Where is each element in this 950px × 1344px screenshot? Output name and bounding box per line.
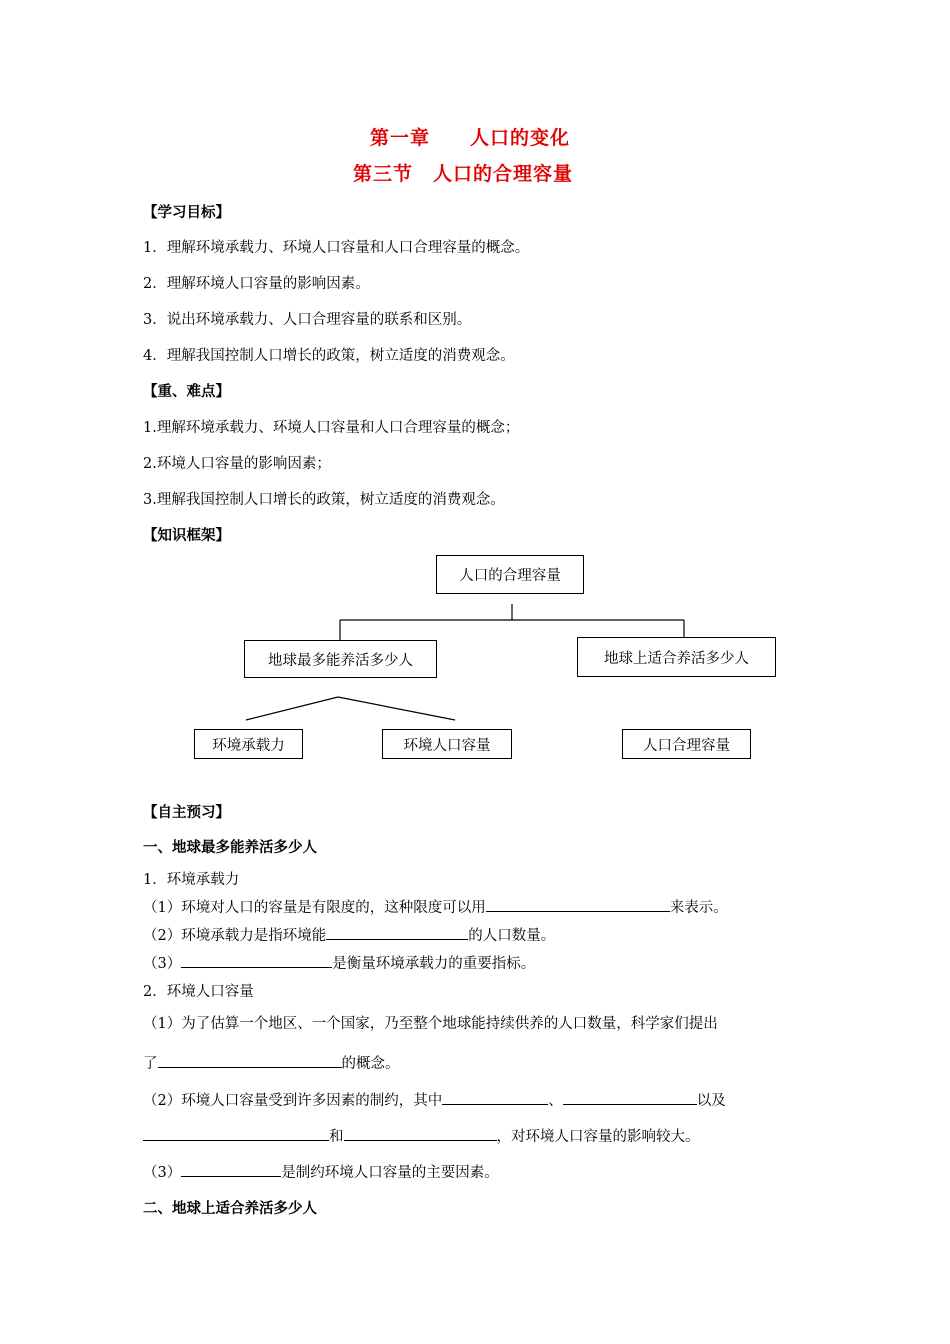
question-text: 来表示。: [669, 900, 728, 916]
framework-root-label: 人口的合理容量: [459, 568, 561, 584]
framework-left-label: 地球最多能养活多少人: [268, 652, 413, 669]
framework-right-box: [577, 637, 776, 677]
keypoints-heading: 【重、难点】: [143, 384, 230, 400]
question-text: 和: [329, 1129, 344, 1145]
part2-heading: 二、地球上适合养活多少人: [143, 1201, 317, 1217]
question-2b-line2: [143, 1125, 700, 1146]
fill-blank[interactable]: [344, 1126, 497, 1141]
fill-blank[interactable]: [181, 1162, 281, 1177]
fill-blank[interactable]: [326, 925, 468, 940]
fill-blank[interactable]: [143, 1126, 329, 1141]
fill-blank[interactable]: [563, 1090, 697, 1105]
framework-leaf-box: [622, 729, 751, 759]
framework-leaf-box: [194, 729, 303, 759]
goal-item: 1．理解环境承载力、环境人口容量和人口合理容量的概念。: [143, 240, 530, 256]
goal-item: 3．说出环境承载力、人口合理容量的联系和区别。: [143, 312, 472, 328]
question-2b-line1: [143, 1089, 726, 1110]
question-text: 的概念。: [341, 1056, 400, 1072]
section-title: 第三节 人口的合理容量: [353, 163, 574, 185]
part1-heading: 一、地球最多能养活多少人: [143, 840, 317, 856]
goals-heading: 【学习目标】: [143, 205, 230, 221]
framework-heading: 【知识框架】: [143, 528, 230, 544]
framework-leaf-label: 环境承载力: [212, 737, 285, 754]
question-text: （3）: [143, 956, 182, 972]
question-text: 的人口数量。: [468, 928, 556, 944]
question-1b: [143, 924, 555, 945]
goal-item: 2．理解环境人口容量的影响因素。: [143, 276, 370, 292]
question-text: 以及: [696, 1093, 726, 1109]
framework-root-box: [436, 555, 584, 594]
framework-leaf-label: 环境人口容量: [403, 737, 491, 754]
fill-blank[interactable]: [442, 1090, 548, 1105]
sub1-heading: 1．环境承载力: [143, 872, 240, 888]
keypoint-item: 2.环境人口容量的影响因素；: [143, 456, 331, 472]
goal-item: 4．理解我国控制人口增长的政策，树立适度的消费观念。: [143, 348, 515, 364]
question-text: 、: [548, 1093, 563, 1109]
question-2a-line1: （1）为了估算一个地区、一个国家，乃至整个地球能持续供养的人口数量，科学家们提出: [143, 1016, 718, 1032]
fill-blank[interactable]: [181, 953, 332, 968]
question-text: 是制约环境人口容量的主要因素。: [281, 1165, 499, 1181]
framework-right-label: 地球上适合养活多少人: [604, 650, 749, 667]
question-text: 了: [143, 1056, 158, 1072]
question-2a-line2: [143, 1052, 400, 1073]
question-2c: [143, 1161, 499, 1182]
question-text: （2）环境人口容量受到许多因素的制约，其中: [143, 1093, 443, 1109]
keypoint-item: 1.理解环境承载力、环境人口容量和人口合理容量的概念；: [143, 420, 520, 436]
question-text: （3）: [143, 1165, 182, 1181]
question-1c: [143, 952, 535, 973]
chapter-title: 第一章 人口的变化: [370, 127, 571, 149]
keypoint-item: 3.理解我国控制人口增长的政策，树立适度的消费观念。: [143, 492, 505, 508]
preview-heading: 【自主预习】: [143, 805, 230, 821]
fill-blank[interactable]: [158, 1053, 342, 1068]
framework-leaf-box: [382, 729, 512, 759]
sub2-heading: 2．环境人口容量: [143, 984, 254, 1000]
framework-left-box: [244, 640, 437, 678]
question-text: ，对环境人口容量的影响较大。: [496, 1129, 700, 1145]
question-1a: [143, 896, 728, 917]
question-text: （2）环境承载力是指环境能: [143, 928, 327, 944]
question-text: （1）环境对人口的容量是有限度的，这种限度可以用: [143, 900, 486, 916]
framework-leaf-label: 人口合理容量: [643, 737, 730, 754]
question-text: 是衡量环境承载力的重要指标。: [332, 956, 536, 972]
fill-blank[interactable]: [486, 897, 670, 912]
